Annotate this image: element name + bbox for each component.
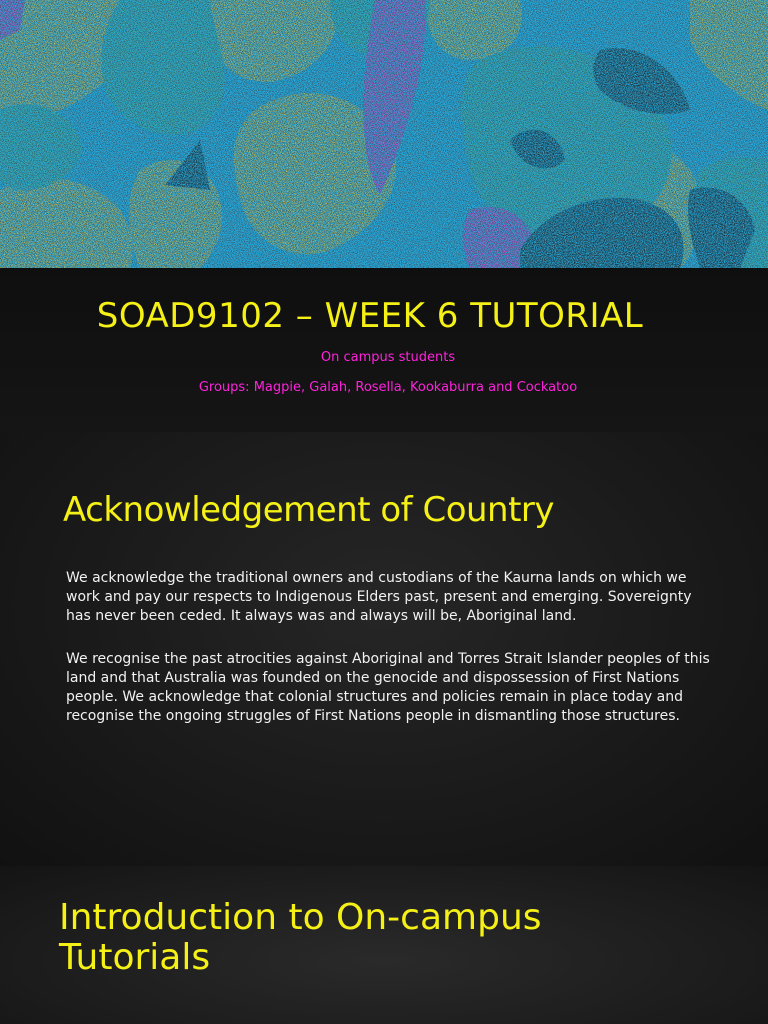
- page-title: SOAD9102 – WEEK 6 TUTORIAL: [96, 296, 644, 336]
- slide-introduction: [0, 866, 768, 1024]
- slide-heading: Acknowledgement of Country: [63, 490, 555, 530]
- abstract-pattern-banner: [0, 0, 768, 268]
- slide-acknowledgement: [0, 432, 768, 866]
- subtitle: On campus students: [320, 350, 456, 365]
- slide-heading: Introduction to On-campus Tutorials: [59, 897, 542, 978]
- groups-text: Groups: Magpie, Galah, Rosella, Kookaburra and Cockatoo: [198, 380, 578, 395]
- acknowledgement-paragraph-1: We acknowledge the traditional owners and custodians of the Kaurna lands on which we work and pay our respects to Indigenous Elders past, present and emerging. Sovereignty has never been ceded. It always was and always will be, Aboriginal land.: [66, 570, 692, 624]
- slide-title: [0, 0, 768, 432]
- acknowledgement-paragraph-2: We recognise the past atrocities against Aboriginal and Torres Strait Islander peoples of this land and that Australia was founded on the genocide and dispossession of First Nations people. We acknowledge that colonial structures and policies remain in place today and recognise the ongoing struggles of First Nations people in dismantling those structures.: [66, 651, 710, 724]
